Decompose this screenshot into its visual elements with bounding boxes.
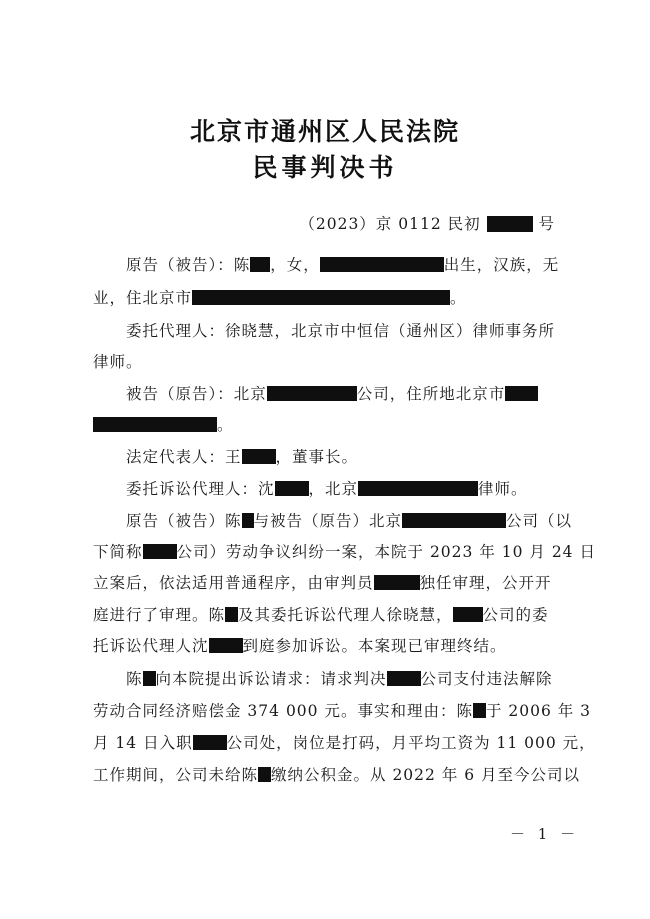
redaction-block: [93, 417, 217, 432]
text-run: 公司，住所地北京市: [356, 385, 506, 403]
case-number-prefix: （2023）京 0112 民初: [299, 215, 481, 233]
court-name: 北京市通州区人民法院: [189, 117, 460, 146]
redaction-block: [358, 481, 478, 496]
redaction-block: [143, 671, 156, 686]
redaction-block: [192, 290, 450, 305]
text-run: 缴纳公积金。从 2022 年 6 月至今公司以: [271, 766, 581, 784]
paragraph-line: [93, 568, 593, 598]
text-run: 庭进行了审理。陈: [93, 606, 226, 624]
paragraph-line: [93, 347, 593, 377]
redaction-block: [453, 607, 483, 622]
text-run: 向本院提出诉讼请求：请求判决: [155, 670, 387, 688]
paragraph-line: [126, 250, 593, 280]
redaction-block: [242, 513, 254, 528]
redaction-block: [275, 481, 309, 496]
paragraph-line: [93, 410, 593, 440]
paragraph-line: [126, 379, 593, 409]
paragraph-line: [93, 696, 593, 726]
text-run: 被告（原告）：北京: [126, 385, 267, 403]
paragraph-line: [93, 537, 596, 567]
redaction-block: [505, 386, 538, 401]
text-run: 公司支付违法解除: [420, 670, 553, 688]
case-number: [0, 212, 555, 234]
text-run: ，董事长。: [275, 448, 359, 466]
text-run: 工作期间，公司未给陈: [93, 766, 259, 784]
redaction-block: [402, 513, 506, 528]
redaction-block: [387, 671, 421, 686]
text-run: 委托代理人：徐晓慧，北京市中恒信（通州区）律师事务所: [126, 322, 556, 340]
case-number-suffix: 号: [538, 215, 555, 233]
text-run: 公司（以: [506, 512, 573, 530]
text-run: 原告（被告）：陈: [126, 256, 251, 274]
redaction-block: [258, 767, 271, 782]
document-type: 民事判决书: [252, 153, 398, 182]
redaction-block: [242, 449, 276, 464]
redaction-block: [143, 544, 177, 559]
paragraph-line: [93, 728, 596, 758]
text-run: 委托诉讼代理人：沈: [126, 480, 275, 498]
text-run: 陈: [126, 670, 143, 688]
text-run: 独任审理，公开开: [419, 574, 552, 592]
paragraph-line: [126, 664, 593, 694]
paragraph-line: [126, 506, 593, 536]
redaction-block: [487, 216, 533, 232]
paragraph-line: [126, 442, 593, 472]
text-run: 。: [450, 289, 467, 307]
redaction-block: [473, 703, 486, 718]
text-run: 律师。: [93, 353, 143, 371]
paragraph-line: [126, 474, 593, 504]
text-run: 公司的委: [482, 606, 549, 624]
paragraph-line: [93, 283, 593, 313]
redaction-block: [209, 638, 243, 653]
text-run: 公司处，岗位是打码，月平均工资为 11 000 元，: [226, 734, 596, 752]
text-run: 到庭参加诉讼。本案现已审理终结。: [242, 637, 507, 655]
redaction-block: [267, 386, 357, 401]
text-run: 法定代表人：王: [126, 448, 242, 466]
redaction-block: [225, 607, 238, 622]
text-run: 月 14 日入职: [93, 734, 193, 752]
redaction-block: [250, 257, 270, 272]
paragraph-line: [93, 600, 593, 630]
redaction-block: [374, 575, 420, 590]
paragraph-line: [93, 631, 593, 661]
text-run: 立案后，依法适用普通程序，由审判员: [93, 574, 374, 592]
text-run: 与被告（原告）北京: [253, 512, 403, 530]
text-run: ，女，: [270, 256, 320, 274]
text-run: 原告（被告）陈: [126, 512, 242, 530]
text-run: 公司）劳动争议纠纷一案，本院于 2023 年 10 月 24 日: [176, 543, 596, 561]
paragraph-line: [93, 760, 593, 790]
redaction-block: [320, 257, 444, 272]
text-run: 于 2006 年 3: [485, 702, 592, 720]
paragraph-line: [126, 316, 593, 346]
text-run: 托诉讼代理人沈: [93, 637, 209, 655]
text-run: 律师。: [478, 480, 528, 498]
text-run: 业，住北京市: [93, 289, 193, 307]
text-run: ，北京: [308, 480, 359, 498]
text-run: 出生，汉族，无: [443, 256, 560, 274]
text-run: 劳动合同经济赔偿金 374 000 元。事实和理由：陈: [93, 702, 473, 720]
text-run: 。: [217, 416, 234, 434]
text-run: 下简称: [93, 543, 143, 561]
page-number: － 1 －: [510, 825, 580, 843]
text-run: 及其委托诉讼代理人徐晓慧，: [238, 606, 453, 624]
redaction-block: [193, 735, 227, 750]
